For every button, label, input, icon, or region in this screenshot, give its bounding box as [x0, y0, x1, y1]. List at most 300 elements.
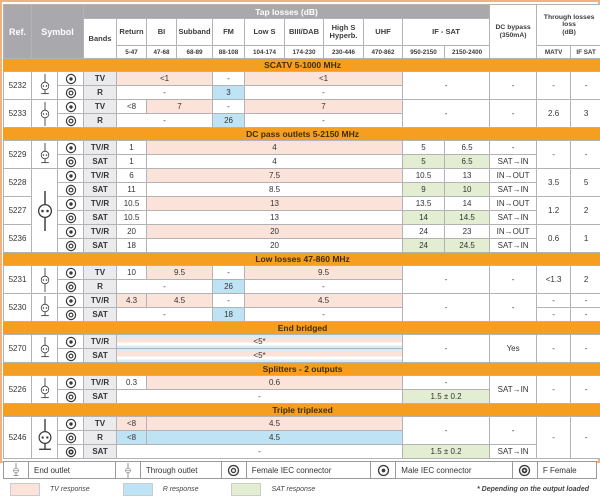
connector-cell [58, 280, 84, 294]
through-column-header: MATV [537, 46, 571, 59]
section-header [4, 128, 600, 141]
value-cell: 7 [245, 100, 403, 114]
footnote: * Depending on the output loaded [477, 486, 597, 493]
male-iec-icon [65, 226, 77, 238]
value-cell: - [117, 114, 213, 128]
value-cell: - [117, 308, 213, 322]
band-cell: TV/R [84, 197, 117, 211]
value-cell: - [403, 376, 490, 390]
f-female-icon [65, 446, 77, 458]
value-cell: 4.3 [117, 294, 147, 308]
band-cell: SAT [84, 308, 117, 322]
color-swatch [231, 483, 261, 496]
value-cell: 9.5 [245, 266, 403, 280]
male-iec-icon [65, 336, 77, 348]
ref-header: Ref. [4, 5, 32, 59]
if-sat-header: IF - SAT [403, 19, 490, 46]
f-female-icon [518, 464, 531, 477]
male-iec-icon [65, 101, 77, 113]
connector-cell [58, 169, 84, 183]
female-iec-icon [65, 281, 77, 293]
table-row [4, 183, 600, 197]
value-cell: 9 [403, 183, 445, 197]
value-cell: 20 [147, 225, 403, 239]
response-color-legend [3, 480, 597, 498]
value-cell: 4 [147, 155, 403, 169]
value-cell: IN→OUT [490, 197, 537, 211]
section-header [4, 253, 600, 266]
value-cell: - [213, 266, 245, 280]
connector-cell [58, 239, 84, 253]
symbol-header: Symbol [32, 5, 84, 59]
value-cell: - [537, 376, 571, 404]
connector-cell [58, 141, 84, 155]
band-cell: TV/R [84, 169, 117, 183]
value-cell: 1 [117, 141, 147, 155]
value-cell: <1.3 [537, 266, 571, 294]
band-frequency: 68-89 [177, 46, 213, 59]
response-legend-label: SAT response [271, 486, 315, 493]
value-cell: 5 [403, 155, 445, 169]
value-cell: - [245, 308, 403, 322]
value-cell: - [213, 72, 245, 86]
value-cell: 0.6 [147, 376, 403, 390]
value-cell: - [403, 417, 490, 445]
value-cell: 26 [213, 114, 245, 128]
value-cell: 24.5 [445, 239, 490, 253]
through-outlet-icon [116, 462, 141, 478]
value-cell: - [117, 390, 403, 404]
band-column-header: BIII/DAB [285, 19, 324, 46]
through-column-header: IF SAT [571, 46, 600, 59]
value-cell: 4.5 [147, 431, 403, 445]
connector-cell [58, 335, 84, 349]
connector-cell [58, 294, 84, 308]
section-title: End bridged [4, 322, 600, 335]
band-frequency: 88-108 [213, 46, 245, 59]
legend-item [115, 462, 221, 478]
value-cell: 0.6 [537, 225, 571, 253]
value-cell: 1.2 [537, 197, 571, 225]
value-cell: - [490, 294, 537, 322]
value-cell: 1.5 ± 0.2 [403, 390, 490, 404]
value-cell: - [571, 308, 600, 322]
value-cell: 0.3 [117, 376, 147, 390]
value-cell: IN→OUT [490, 225, 537, 239]
section-title: SCATV 5-1000 MHz [4, 59, 600, 72]
value-cell: - [213, 100, 245, 114]
value-cell: 2 [571, 266, 600, 294]
ref-cell: 5246 [4, 417, 32, 459]
value-cell: IN→OUT [490, 169, 537, 183]
through-losses-header: Through losses loss (dB) [537, 5, 600, 46]
symbol-cell [32, 266, 58, 294]
legend-item [4, 462, 115, 478]
table-row [4, 155, 600, 169]
connector-cell [58, 100, 84, 114]
band-frequency: 47-68 [147, 46, 177, 59]
female-iec-icon [65, 87, 77, 99]
value-cell: 5 [403, 141, 445, 155]
value-cell: - [571, 294, 600, 308]
f-female-icon [513, 462, 538, 478]
through-outlet-icon [117, 463, 139, 478]
value-cell: - [571, 417, 600, 459]
female-iec-icon [65, 391, 77, 403]
connector-cell [58, 211, 84, 225]
ref-cell: 5228 [4, 169, 32, 197]
symbol-legend [3, 461, 597, 479]
connector-cell [58, 197, 84, 211]
legend-label: Female IEC connector [247, 466, 370, 475]
band-frequency: 5-47 [117, 46, 147, 59]
value-cell: 1.5 ± 0.2 [403, 445, 490, 459]
ref-cell: 5229 [4, 141, 32, 169]
value-cell: SAT→IN [490, 211, 537, 225]
male-iec-icon [65, 198, 77, 210]
ref-cell: 5231 [4, 266, 32, 294]
bands-header: Bands [84, 19, 117, 59]
value-cell: 20 [147, 239, 403, 253]
band-cell: TV/R [84, 141, 117, 155]
value-cell: 1 [117, 155, 147, 169]
female-iec-icon [227, 464, 240, 477]
ref-cell: 5233 [4, 100, 32, 128]
female-iec-icon [65, 432, 77, 444]
table-row [4, 100, 600, 114]
connector-cell [58, 183, 84, 197]
legend-item [370, 462, 512, 478]
connector-cell [58, 86, 84, 100]
band-cell: SAT [84, 211, 117, 225]
value-cell: 24 [403, 225, 445, 239]
tap-losses-table [3, 4, 600, 459]
legend-label: End outlet [29, 466, 115, 475]
female-iec-icon [65, 350, 77, 362]
section-header [4, 59, 600, 72]
value-cell: - [403, 100, 490, 128]
band-cell: SAT [84, 155, 117, 169]
value-cell: SAT→IN [490, 445, 537, 459]
band-frequency: 470-862 [364, 46, 403, 59]
band-cell: SAT [84, 239, 117, 253]
ref-cell: 5270 [4, 335, 32, 363]
end-outlet-icon [34, 378, 56, 402]
section-header [4, 363, 600, 376]
value-cell: 13.5 [403, 197, 445, 211]
through-outlet-icon [34, 191, 56, 231]
value-cell: <5* [117, 335, 403, 349]
value-cell: 10 [117, 266, 147, 280]
color-swatch [123, 483, 153, 496]
value-cell: - [571, 141, 600, 169]
connector-cell [58, 308, 84, 322]
dc-bypass-header: DC bypass (350mA) [490, 5, 537, 59]
value-cell: 24 [403, 239, 445, 253]
end-outlet-icon [34, 419, 56, 456]
male-iec-icon [65, 73, 77, 85]
value-cell: 6.5 [445, 155, 490, 169]
band-cell: TV [84, 417, 117, 431]
band-cell: SAT [84, 390, 117, 404]
value-cell: 7 [147, 100, 213, 114]
band-cell: SAT [84, 349, 117, 363]
band-column-header: Low S [245, 19, 285, 46]
value-cell: - [537, 417, 571, 459]
value-cell: - [571, 376, 600, 404]
value-cell: 4.5 [147, 417, 403, 431]
legend-label: Through outlet [141, 466, 221, 475]
value-cell: 6 [117, 169, 147, 183]
symbol-cell [32, 417, 58, 459]
value-cell: 1 [571, 225, 600, 253]
band-cell: TV/R [84, 294, 117, 308]
value-cell: 11 [117, 183, 147, 197]
through-outlet-icon [34, 102, 56, 126]
male-iec-icon [65, 418, 77, 430]
table-row [4, 211, 600, 225]
section-title: Triple triplexed [4, 404, 600, 417]
table-row [4, 445, 600, 459]
band-cell: R [84, 280, 117, 294]
table-row [4, 335, 600, 349]
value-cell: <8 [117, 417, 147, 431]
band-cell: TV/R [84, 225, 117, 239]
value-cell: 26 [213, 280, 245, 294]
legend-item [512, 462, 596, 478]
value-cell: 4.5 [147, 294, 213, 308]
value-cell: - [117, 280, 213, 294]
value-cell: - [537, 335, 571, 363]
value-cell: - [403, 266, 490, 294]
value-cell: Yes [490, 335, 537, 363]
male-iec-icon [65, 142, 77, 154]
male-iec-icon [65, 295, 77, 307]
value-cell: SAT→IN [490, 239, 537, 253]
male-iec-icon [65, 267, 77, 279]
value-cell: 13 [147, 197, 403, 211]
value-cell: - [245, 114, 403, 128]
band-cell: TV [84, 266, 117, 280]
value-cell: - [537, 141, 571, 169]
band-cell: SAT [84, 183, 117, 197]
connector-cell [58, 266, 84, 280]
value-cell: - [403, 335, 490, 363]
value-cell: <8 [117, 431, 147, 445]
table-row [4, 225, 600, 239]
value-cell: 4.5 [245, 294, 403, 308]
through-outlet-icon [34, 268, 56, 292]
symbol-cell [32, 376, 58, 404]
band-cell: SAT [84, 445, 117, 459]
value-cell: - [490, 266, 537, 294]
value-cell: 10.5 [117, 197, 147, 211]
value-cell: 4 [147, 141, 403, 155]
value-cell: 18 [213, 308, 245, 322]
male-iec-icon [377, 464, 390, 477]
symbol-cell [32, 141, 58, 169]
symbol-cell [32, 294, 58, 322]
band-column-header: Return [117, 19, 147, 46]
band-column-header: High S Hyperb. [324, 19, 364, 46]
band-column-header: Subband [177, 19, 213, 46]
value-cell: 10.5 [117, 211, 147, 225]
female-iec-icon [65, 156, 77, 168]
legend-label: Male IEC connector [396, 466, 512, 475]
value-cell: - [490, 72, 537, 100]
male-iec-icon [371, 462, 396, 478]
connector-cell [58, 349, 84, 363]
female-iec-icon [65, 115, 77, 127]
value-cell: - [403, 72, 490, 100]
value-cell: 14.5 [445, 211, 490, 225]
connector-cell [58, 72, 84, 86]
value-cell: - [537, 294, 571, 308]
end-outlet-icon [34, 143, 56, 167]
value-cell: SAT→IN [490, 376, 537, 404]
table-row [4, 169, 600, 183]
value-cell: - [490, 141, 537, 155]
band-column-header: UHF [364, 19, 403, 46]
legend-item [221, 462, 370, 478]
section-title: Splitters - 2 outputs [4, 363, 600, 376]
value-cell: 9.5 [147, 266, 213, 280]
band-cell: TV/R [84, 335, 117, 349]
table-row [4, 239, 600, 253]
value-cell: 3.5 [537, 169, 571, 197]
connector-cell [58, 431, 84, 445]
legend-label: F Female [538, 466, 596, 475]
value-cell: 8.5 [147, 183, 403, 197]
tap-losses-header: Tap losses (dB) [84, 5, 490, 19]
connector-cell [58, 376, 84, 390]
table-row [4, 197, 600, 211]
value-cell: 6.5 [445, 141, 490, 155]
value-cell: <1 [245, 72, 403, 86]
ref-cell: 5227 [4, 197, 32, 225]
section-header [4, 404, 600, 417]
end-outlet-icon [34, 337, 56, 361]
symbol-cell [32, 72, 58, 100]
value-cell: - [245, 280, 403, 294]
value-cell: - [537, 72, 571, 100]
value-cell: 20 [117, 225, 147, 239]
value-cell: 13 [445, 169, 490, 183]
band-frequency: 174-230 [285, 46, 324, 59]
band-frequency: 230-446 [324, 46, 364, 59]
table-row [4, 141, 600, 155]
value-cell: - [571, 72, 600, 100]
female-iec-icon [65, 184, 77, 196]
table-row [4, 266, 600, 280]
value-cell: SAT→IN [490, 183, 537, 197]
symbol-cell [32, 100, 58, 128]
section-title: DC pass outlets 5-2150 MHz [4, 128, 600, 141]
value-cell: - [490, 417, 537, 445]
connector-cell [58, 445, 84, 459]
value-cell: - [245, 86, 403, 100]
band-cell: R [84, 86, 117, 100]
table-row [4, 417, 600, 431]
connector-cell [58, 417, 84, 431]
table-row [4, 294, 600, 308]
symbol-cell [32, 335, 58, 363]
response-legend-item [224, 483, 315, 496]
value-cell: 10.5 [403, 169, 445, 183]
ref-cell: 5236 [4, 225, 32, 253]
value-cell: 14 [403, 211, 445, 225]
connector-cell [58, 114, 84, 128]
band-cell: TV [84, 72, 117, 86]
value-cell: - [117, 445, 403, 459]
symbol-cell [32, 169, 58, 253]
band-column-header: BI [147, 19, 177, 46]
response-legend-item [116, 483, 199, 496]
value-cell: 23 [445, 225, 490, 239]
value-cell: 7.5 [147, 169, 403, 183]
end-outlet-icon [4, 462, 29, 478]
band-cell: R [84, 431, 117, 445]
value-cell: - [537, 308, 571, 322]
ref-cell: 5226 [4, 376, 32, 404]
response-legend-item [3, 483, 90, 496]
value-cell: 3 [213, 86, 245, 100]
connector-cell [58, 390, 84, 404]
band-cell: TV [84, 100, 117, 114]
value-cell: 2.6 [537, 100, 571, 128]
if-sat-frequency: 2150-2400 [445, 46, 490, 59]
ref-cell: 5232 [4, 72, 32, 100]
value-cell: <8 [117, 100, 147, 114]
band-cell: TV/R [84, 376, 117, 390]
value-cell: 14 [445, 197, 490, 211]
value-cell: - [213, 294, 245, 308]
value-cell: - [403, 294, 490, 322]
value-cell: 10 [445, 183, 490, 197]
section-title: Low losses 47-860 MHz [4, 253, 600, 266]
value-cell: - [571, 335, 600, 363]
response-legend-label: TV response [50, 486, 90, 493]
end-outlet-icon [34, 74, 56, 98]
connector-cell [58, 225, 84, 239]
value-cell: 18 [117, 239, 147, 253]
value-cell: - [117, 86, 213, 100]
band-column-header: FM [213, 19, 245, 46]
band-cell: R [84, 114, 117, 128]
color-swatch [10, 483, 40, 496]
value-cell: 5 [571, 169, 600, 197]
band-frequency: 104-174 [245, 46, 285, 59]
value-cell: - [490, 100, 537, 128]
value-cell: <5* [117, 349, 403, 363]
value-cell: 3 [571, 100, 600, 128]
female-iec-icon [65, 309, 77, 321]
end-outlet-icon [34, 296, 56, 320]
table-row [4, 72, 600, 86]
response-legend-label: R response [163, 486, 199, 493]
if-sat-frequency: 950-2150 [403, 46, 445, 59]
male-iec-icon [65, 170, 77, 182]
section-header [4, 322, 600, 335]
value-cell: <1 [117, 72, 213, 86]
table-row [4, 376, 600, 390]
value-cell: SAT→IN [490, 155, 537, 169]
female-iec-icon [222, 462, 247, 478]
end-outlet-icon [5, 463, 27, 478]
male-iec-icon [65, 377, 77, 389]
ref-cell: 5230 [4, 294, 32, 322]
female-iec-icon [65, 212, 77, 224]
